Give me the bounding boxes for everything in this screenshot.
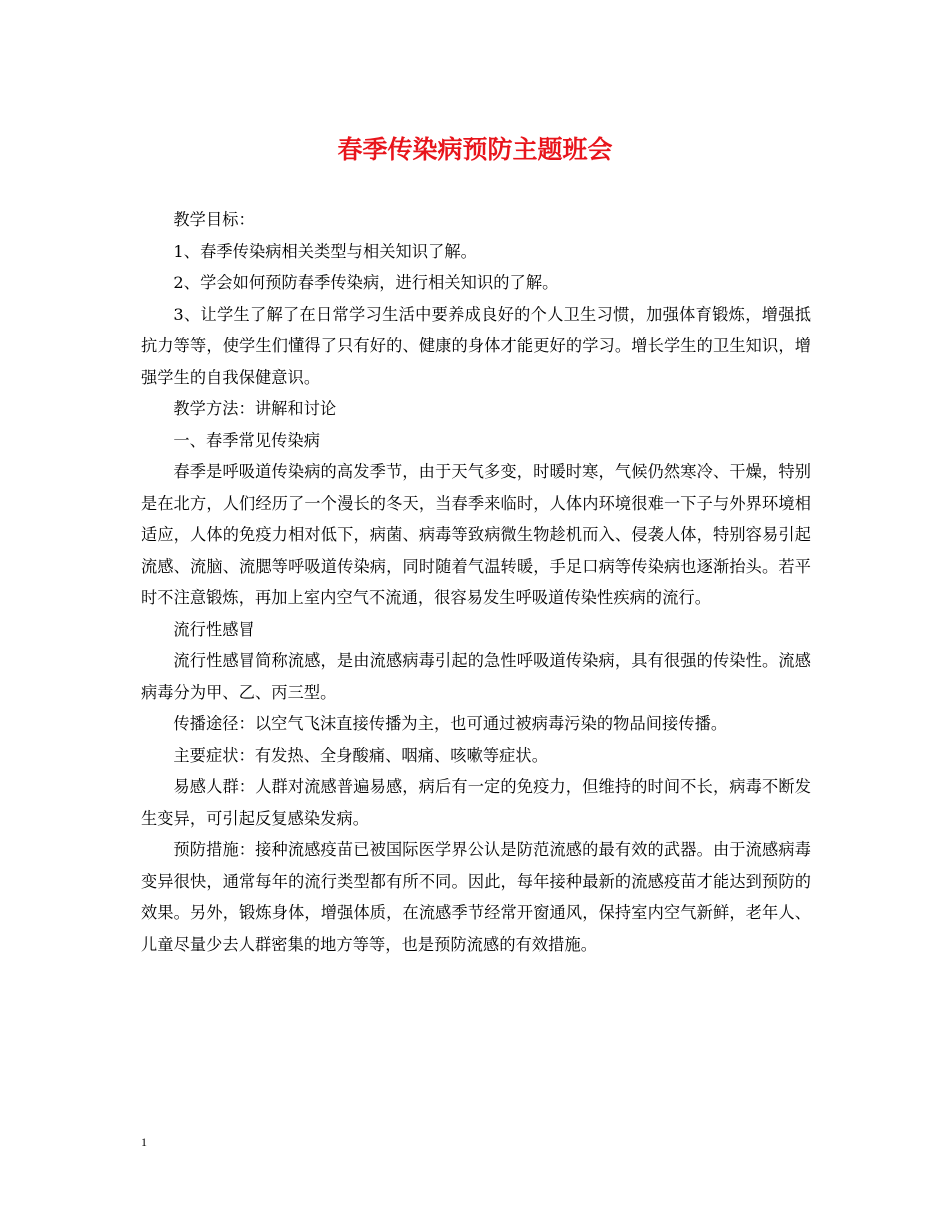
paragraph-teaching-goals-heading: 教学目标：: [173, 210, 255, 229]
paragraph-spring-intro: 春季是呼吸道传染病的高发季节，由于天气多变，时暖时寒，气候仍然寒冷、干燥，特别是在北方，人们经历了一个漫长的冬天，当春季来临时，人体内环境很难一下子与外界环境相适应，人体的免疫力相对低下，病菌、病毒等致病微生物趁机而入、侵袭人体，特别容易引起流感、流脑、流腮等呼吸道传染病，同时随着气温转暖，手足口病等传染病也逐渐抬头。若平时不注意锻炼，再加上室内空气不流通，很容易发生呼吸道传染性疾病的流行。: [141, 462, 811, 607]
paragraph-goal-1: 1、春季传染病相关类型与相关知识了解。: [173, 241, 477, 261]
section-heading-common-diseases: 一、春季常见传染病: [173, 430, 320, 450]
document-title: 春季传染病预防主题班会: [337, 135, 613, 164]
subheading-influenza: 流行性感冒: [173, 619, 255, 639]
paragraph-teaching-method: 教学方法：讲解和讨论: [173, 399, 337, 418]
paragraph-influenza-definition: 流行性感冒简称流感，是由流感病毒引起的急性呼吸道传染病，具有很强的传染性。流感病毒分为甲、乙、丙三型。: [141, 651, 811, 702]
paragraph-prevention: 预防措施：接种流感疫苗已被国际医学界公认是防范流感的最有效的武器。由于流感病毒变异很快，通常每年的流行类型都有所不同。因此，每年接种最新的流感疫苗才能达到预防的效果。另外，锻炼身体，增强体质，在流感季节经常开窗通风，保持室内空气新鲜，老年人、儿童尽量少去人群密集的地方等等，也是预防流感的有效措施。: [141, 840, 811, 954]
paragraph-goal-2: 2、学会如何预防春季传染病，进行相关知识的了解。: [173, 273, 559, 292]
paragraph-transmission: 传播途径：以空气飞沫直接传播为主，也可通过被病毒污染的物品间接传播。: [173, 714, 728, 733]
paragraph-symptoms: 主要症状：有发热、全身酸痛、咽痛、咳嗽等症状。: [173, 745, 549, 765]
paragraph-susceptible: 易感人群：人群对流感普遍易感，病后有一定的免疫力，但维持的时间不长，病毒不断发生变异，可引起反复感染发病。: [141, 777, 811, 828]
document-body: [141, 204, 811, 960]
page-number: 1: [141, 1135, 147, 1149]
paragraph-goal-3: 3、让学生了解了在日常学习生活中要养成良好的个人卫生习惯，加强体育锻炼，增强抵抗力等等，使学生们懂得了只有好的、健康的身体才能更好的学习。增长学生的卫生知识，增强学生的自我保健意识。: [141, 304, 811, 387]
